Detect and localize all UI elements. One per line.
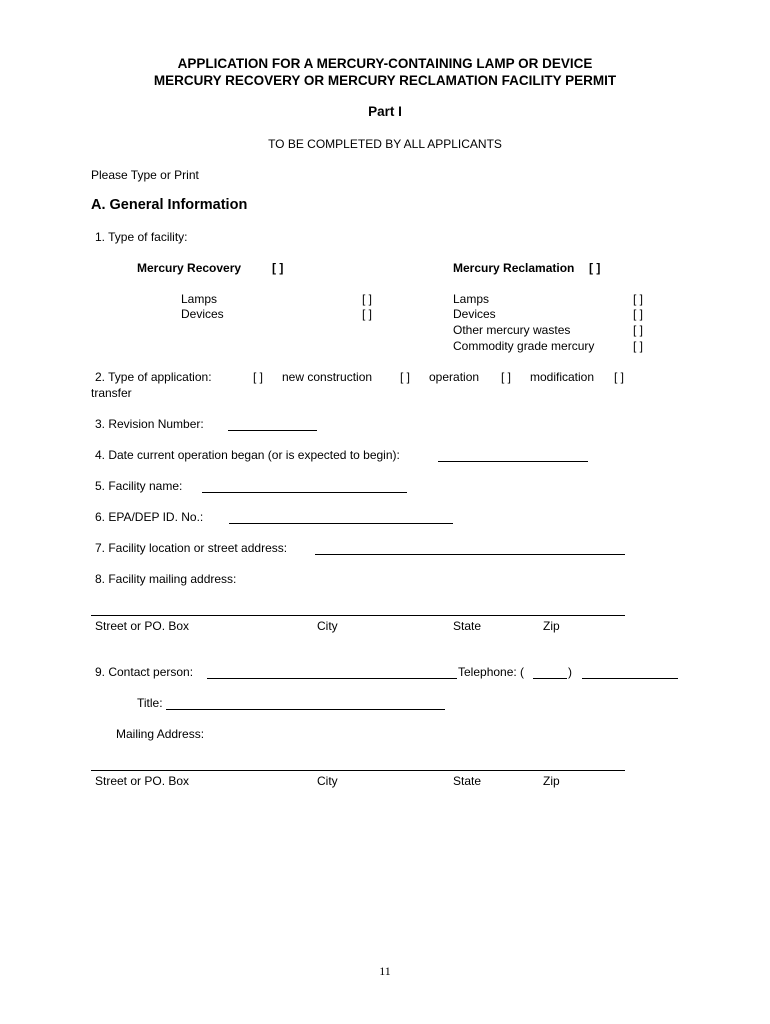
reclamation-devices-checkbox[interactable]: [ ] (633, 307, 644, 321)
epa-id-field[interactable] (229, 523, 453, 524)
telephone-close-paren: ) (568, 665, 572, 679)
contact-title-field[interactable] (166, 709, 445, 710)
instruction-text: Please Type or Print (91, 168, 199, 182)
form-title-line2: MERCURY RECOVERY OR MERCURY RECLAMATION FACILITY PERMIT (153, 73, 617, 88)
recovery-devices-label: Devices (181, 307, 224, 321)
reclamation-lamps-checkbox[interactable]: [ ] (633, 292, 644, 306)
telephone-label: Telephone: ( (458, 665, 525, 679)
mercury-reclamation-label: Mercury Reclamation (453, 261, 575, 275)
reclamation-commodity-label: Commodity grade mercury (453, 339, 595, 353)
contact-state-label: State (453, 774, 482, 788)
facility-location-field[interactable] (315, 554, 625, 555)
q2-label: 2. Type of application: (95, 370, 212, 384)
operation-date-field[interactable] (438, 461, 588, 462)
reclamation-devices-label: Devices (453, 307, 496, 321)
telephone-number-field[interactable] (582, 678, 678, 679)
new-construction-checkbox[interactable]: [ ] (253, 370, 264, 384)
q3-label: 3. Revision Number: (95, 417, 204, 431)
address-zip-label: Zip (543, 619, 560, 633)
mercury-recovery-checkbox[interactable]: [ ] (272, 261, 284, 275)
area-code-field[interactable] (533, 678, 567, 679)
q5-label: 5. Facility name: (95, 479, 183, 493)
q8-label: 8. Facility mailing address: (95, 572, 237, 586)
subtitle: TO BE COMPLETED BY ALL APPLICANTS (268, 137, 502, 151)
reclamation-other-checkbox[interactable]: [ ] (633, 323, 644, 337)
contact-mailing-address-field[interactable] (91, 770, 625, 771)
q1-label: 1. Type of facility: (95, 230, 188, 244)
address-city-label: City (317, 619, 338, 633)
facility-name-field[interactable] (202, 492, 407, 493)
q6-label: 6. EPA/DEP ID. No.: (95, 510, 204, 524)
modification-checkbox[interactable]: [ ] (501, 370, 512, 384)
mailing-address-label: Mailing Address: (116, 727, 205, 741)
recovery-lamps-label: Lamps (181, 292, 218, 306)
recovery-lamps-checkbox[interactable]: [ ] (362, 292, 373, 306)
recovery-devices-checkbox[interactable]: [ ] (362, 307, 373, 321)
contact-city-label: City (317, 774, 338, 788)
transfer-checkbox[interactable]: [ ] (614, 370, 625, 384)
contact-street-label: Street or PO. Box (95, 774, 190, 788)
mercury-recovery-label: Mercury Recovery (137, 261, 242, 275)
operation-checkbox[interactable]: [ ] (400, 370, 411, 384)
reclamation-lamps-label: Lamps (453, 292, 490, 306)
title-label: Title: (137, 696, 163, 710)
new-construction-label: new construction (282, 370, 373, 384)
transfer-label: transfer (91, 386, 132, 400)
operation-label: operation (429, 370, 480, 384)
contact-zip-label: Zip (543, 774, 560, 788)
q9-label: 9. Contact person: (95, 665, 194, 679)
mercury-reclamation-checkbox[interactable]: [ ] (589, 261, 601, 275)
revision-number-field[interactable] (228, 430, 317, 431)
part-label: Part I (368, 104, 402, 119)
address-street-label: Street or PO. Box (95, 619, 190, 633)
section-heading: A. General Information (91, 197, 248, 213)
reclamation-commodity-checkbox[interactable]: [ ] (633, 339, 644, 353)
contact-person-field[interactable] (207, 678, 457, 679)
reclamation-other-label: Other mercury wastes (453, 323, 571, 337)
page-number: 11 (379, 964, 391, 978)
q4-label: 4. Date current operation began (or is expected to begin): (95, 448, 400, 462)
facility-mailing-address-field[interactable] (91, 615, 625, 616)
form-title-line1: APPLICATION FOR A MERCURY-CONTAINING LAMP OR DEVICE (177, 56, 593, 71)
modification-label: modification (530, 370, 595, 384)
address-state-label: State (453, 619, 482, 633)
q7-label: 7. Facility location or street address: (95, 541, 288, 555)
